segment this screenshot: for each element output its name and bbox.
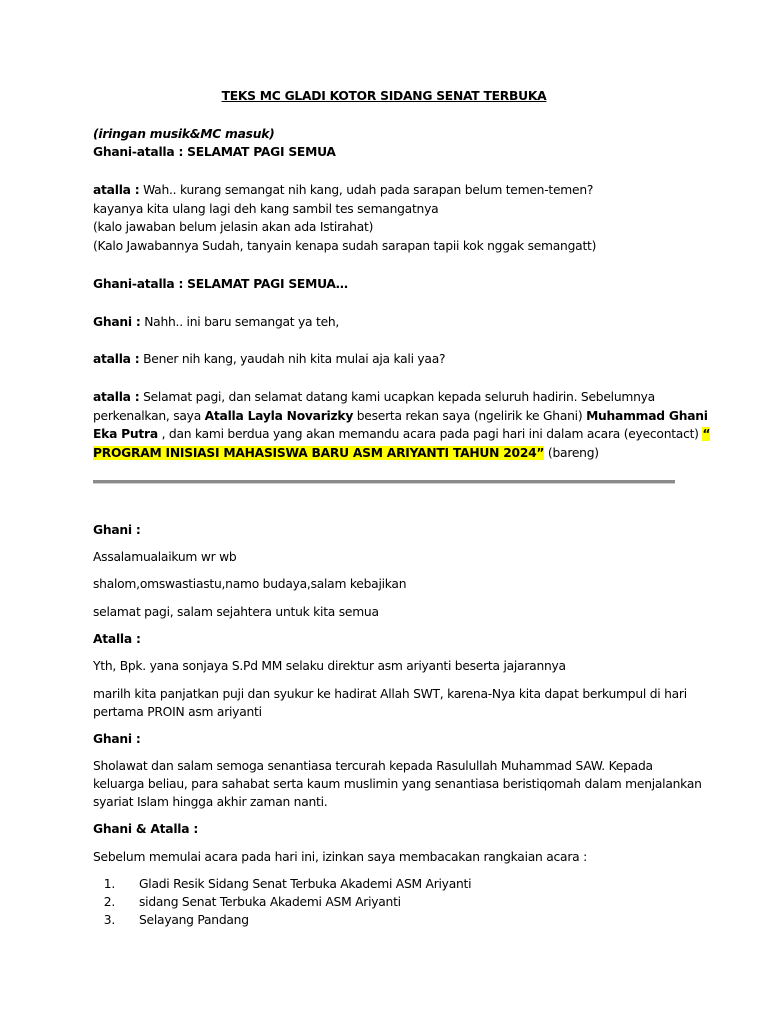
speaker-label: atalla : xyxy=(93,390,140,404)
agenda-item: 3. Selayang Pandang xyxy=(103,913,249,927)
script-line: shalom,omswastiastu,namo budaya,salam kebajikan xyxy=(93,577,407,591)
speaker-heading: Ghani : xyxy=(93,732,141,746)
script-line: selamat pagi, salam sejahtera untuk kita semua xyxy=(93,605,379,619)
dialogue-line: Ghani-atalla : SELAMAT PAGI SEMUA… xyxy=(93,277,348,291)
dialogue-note: (Kalo Jawabannya Sudah, tanyain kenapa sudah sarapan tapii kok nggak semangatt) xyxy=(93,239,597,253)
dialogue-line: kayanya kita ulang lagi deh kang sambil tes semangatnya xyxy=(93,202,439,216)
dialogue-note: (kalo jawaban belum jelasin akan ada Istirahat) xyxy=(93,220,374,234)
mc-name: Muhammad Ghani xyxy=(586,409,708,423)
agenda-item: 1. Gladi Resik Sidang Senat Terbuka Akademi ASM Ariyanti xyxy=(103,877,472,891)
dialogue-line: atalla : Selamat pagi, dan selamat datang kami ucapkan kepada seluruh hadirin. Sebelumnya xyxy=(93,390,655,404)
dialogue-line: perkenalkan, saya Atalla Layla Novarizky beserta rekan saya (ngelirik ke Ghani) Muhammad Ghani xyxy=(93,409,708,423)
script-line: syariat Islam hingga akhir zaman nanti. xyxy=(93,795,328,809)
section-divider xyxy=(93,480,675,484)
speaker-label: atalla : xyxy=(93,352,140,366)
dialogue-line: Ghani-atalla : SELAMAT PAGI SEMUA xyxy=(93,145,336,159)
dialogue-line: Ghani : Nahh.. ini baru semangat ya teh, xyxy=(93,315,340,329)
dialogue-line: PROGRAM INISIASI MAHASISWA BARU ASM ARIYANTI TAHUN 2024” (bareng) xyxy=(93,446,599,460)
script-line: Sebelum memulai acara pada hari ini, izinkan saya membacakan rangkaian acara : xyxy=(93,850,587,864)
script-line: Yth, Bpk. yana sonjaya S.Pd MM selaku direktur asm ariyanti beserta jajarannya xyxy=(93,659,566,673)
script-line: Sholawat dan salam semoga senantiasa tercurah kepada Rasulullah Muhammad SAW. Kepada xyxy=(93,759,653,773)
speaker-heading: Ghani & Atalla : xyxy=(93,822,199,836)
dialogue-line: atalla : Wah.. kurang semangat nih kang, udah pada sarapan belum temen-temen? xyxy=(93,183,594,197)
script-line: marilh kita panjatkan puji dan syukur ke hadirat Allah SWT, karena-Nya kita dapat berkumpul di hari xyxy=(93,687,687,701)
mc-name: Atalla Layla Novarizky xyxy=(204,409,354,423)
speaker-heading: Ghani : xyxy=(93,523,141,537)
speaker-label: Ghani : xyxy=(93,315,141,329)
speaker-label: atalla : xyxy=(93,183,140,197)
script-line: pertama PROIN asm ariyanti xyxy=(93,705,262,719)
dialogue-line: Eka Putra , dan kami berdua yang akan memandu acara pada pagi hari ini dalam acara (eyecontact) “ xyxy=(93,427,711,441)
document-title: TEKS MC GLADI KOTOR SIDANG SENAT TERBUKA xyxy=(221,89,547,103)
highlighted-event-name: PROGRAM INISIASI MAHASISWA BARU ASM ARIYANTI TAHUN 2024” xyxy=(93,446,545,460)
script-line: keluarga beliau, para sahabat serta kaum muslimin yang senantiasa beristiqomah dalam menjalankan xyxy=(93,777,702,791)
mc-name: Eka Putra xyxy=(93,427,158,441)
stage-note: (iringan musik&MC masuk) xyxy=(93,127,275,141)
dialogue-line: atalla : Bener nih kang, yaudah nih kita mulai aja kali yaa? xyxy=(93,352,446,366)
speaker-heading: Atalla : xyxy=(93,632,141,646)
speaker-label: Ghani-atalla xyxy=(93,145,175,159)
script-line: Assalamualaikum wr wb xyxy=(93,550,237,564)
agenda-item: 2. sidang Senat Terbuka Akademi ASM Ariyanti xyxy=(103,895,401,909)
